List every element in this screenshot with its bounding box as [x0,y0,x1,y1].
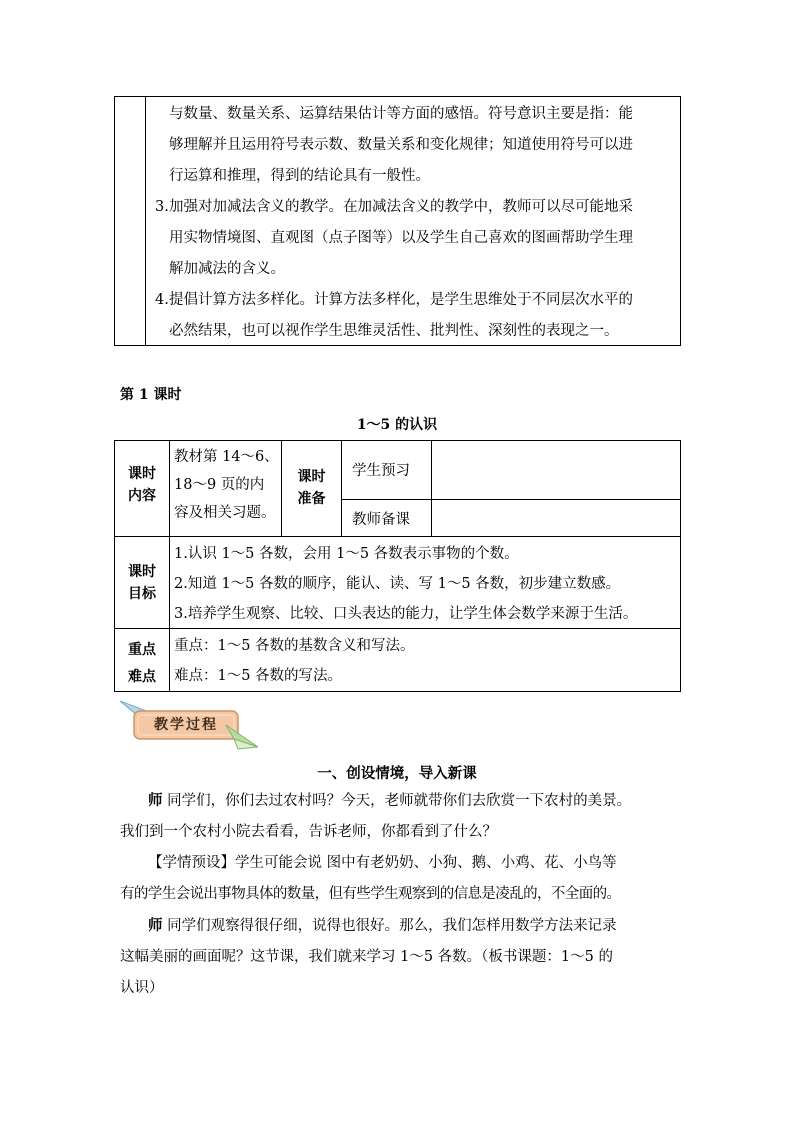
student-prep-label: 学生预习 [341,441,431,499]
item-text: 提倡计算方法多样化。计算方法多样化，是学生思维处于不同层次水平的 [169,292,633,308]
content-cell [169,441,281,536]
text-line: 教材第 14～6、 [174,449,279,465]
item-number: 3. [155,199,169,215]
header-line: 重点 [128,642,156,658]
text-line: 用实物情境图、直观图（点子图等）以及学生自己喜欢的图画帮助学生理 [169,230,633,246]
speaker-label: 师 [148,917,163,934]
lesson-title: 1～5 的认识 [356,417,438,433]
text-line: 我们到一个农村小院去看看，告诉老师，你都看到了什么？ [120,824,497,840]
text-line: 18～9 页的内 [174,477,265,493]
section-heading: 一、创设情境，导入新课 [317,765,477,782]
header-line: 内容 [128,488,156,504]
header-line: 目标 [128,586,156,602]
text-line: 与数量、数量关系、运算结果估计等方面的感悟。符号意识主要是指：能 [169,106,633,122]
text-line: 有的学生会说出事物具体的数量，但有些学生观察到的信息是凌乱的，不全面的。 [120,886,621,902]
table-content [155,99,674,347]
goals-cell [169,536,680,628]
text-line: 够理解并且运用符号表示数、数量关系和变化规律；知道使用符号可以进 [169,137,633,153]
header-line: 课时 [128,564,156,580]
speaker-label: 师 [148,792,163,809]
header-line: 准备 [297,491,326,507]
paragraph-preset [120,848,680,910]
key-points-header [115,628,169,691]
paragraph-teacher-1 [120,785,680,848]
item-number: 4. [155,292,169,308]
goal-item: 3.培养学生观察、比较、口头表达的能力，让学生体会数学来源于生活。 [174,606,638,622]
text-line: 认识） [120,980,164,996]
paragraph-teacher-2 [120,910,680,1004]
table-left-column [115,97,146,345]
text-line: 同学们观察得很仔细，说得也很好。那么，我们怎样用数学方法来记录 [167,918,617,934]
text-line: 容及相关习题。 [174,505,276,521]
text-line: 解加减法的含义。 [169,261,285,277]
content-header [115,441,169,536]
lesson-info-table [114,440,681,692]
item-text: 加强对加减法含义的教学。在加减法含义的教学中，教师可以尽可能地采 [169,199,633,215]
difficult-point: 难点：1～5 各数的写法。 [174,668,343,684]
list-item [155,285,674,316]
list-item [155,192,674,223]
goal-item: 2.知道 1～5 各数的顺序，能认、读、写 1～5 各数，初步建立数感。 [174,576,621,592]
key-points-cell [169,628,680,691]
teacher-prep-label: 教师备课 [341,499,431,536]
goals-header [115,536,169,628]
goal-item: 1.认识 1～5 各数，会用 1～5 各数表示事物的个数。 [174,546,519,562]
lesson-label: 第 1 课时 [120,387,182,403]
teacher-prep-value [431,499,680,536]
text-line: 【学情预设】学生可能会说 图中有老奶奶、小狗、鹅、小鸡、花、小鸟等 [148,855,617,871]
banner-label: 教学过程 [154,717,218,733]
text-line: 必然结果，也可以视作学生思维灵活性、批判性、深刻性的表现之一。 [169,323,619,339]
text-line: 行运算和推理，得到的结论具有一般性。 [169,168,430,184]
text-line: 同学们，你们去过农村吗？今天，老师就带你们去欣赏一下农村的美景。 [167,793,632,809]
text-line: 这幅美丽的画面呢？这节课，我们就来学习 1～5 各数。（板书课题：1～5 的 [120,949,613,965]
student-prep-value [431,441,680,499]
prep-header [281,441,341,536]
key-point: 重点：1～5 各数的基数含义和写法。 [174,638,415,654]
continuation-table [114,96,681,346]
header-line: 课时 [297,469,326,485]
header-line: 难点 [128,669,156,685]
teaching-process-banner [118,697,258,753]
header-line: 课时 [128,466,156,482]
